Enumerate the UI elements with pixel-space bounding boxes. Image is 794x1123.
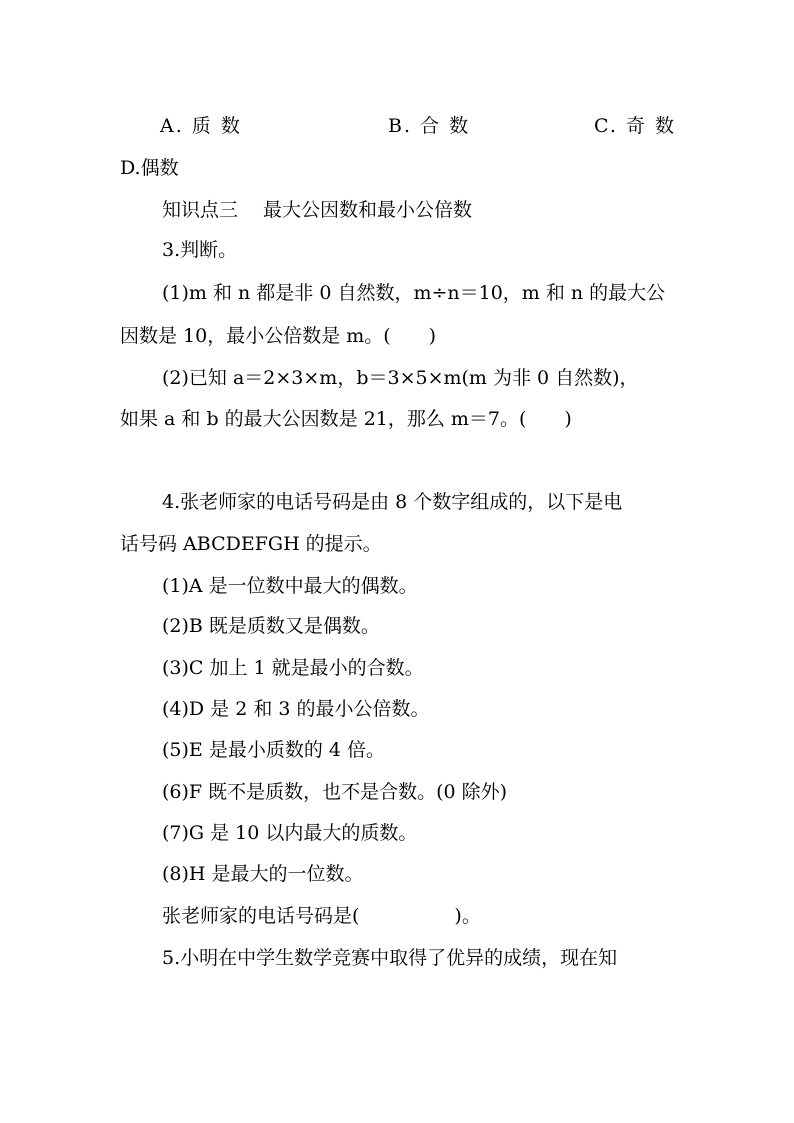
option-a: A. 质 数	[160, 115, 242, 137]
option-b: B. 合 数	[388, 115, 471, 137]
option-d: D.偶数	[120, 157, 179, 179]
q4-hint-8: (8)H 是最大的一位数。	[162, 863, 364, 885]
q4-hint-7: (7)G 是 10 以内最大的质数。	[162, 822, 418, 844]
q4-hint-5: (5)E 是最小质数的 4 倍。	[162, 739, 385, 761]
q3-item2-line1: (2)已知 a＝2×3×m，b＝3×5×m(m 为非 0 自然数)，	[162, 367, 639, 389]
q3-item2-line2: 如果 a 和 b 的最大公因数是 21，那么 m＝7。( )	[120, 408, 572, 430]
section-heading: 知识点三 最大公因数和最小公倍数	[162, 199, 473, 221]
q4-hint-1: (1)A 是一位数中最大的偶数。	[162, 575, 418, 597]
q4-line2: 话号码 ABCDEFGH 的提示。	[120, 533, 382, 555]
q4-hint-2: (2)B 既是质数又是偶数。	[162, 615, 380, 637]
q4-hint-3: (3)C 加上 1 就是最小的合数。	[162, 657, 424, 679]
q4-hint-4: (4)D 是 2 和 3 的最小公倍数。	[162, 698, 430, 720]
q4-answer: 张老师家的电话号码是( )。	[162, 905, 481, 927]
q4-hint-6: (6)F 既不是质数，也不是合数。(0 除外)	[162, 781, 508, 803]
q3-title: 3.判断。	[162, 239, 238, 261]
q4-line1: 4.张老师家的电话号码是由 8 个数字组成的，以下是电	[162, 491, 623, 513]
q3-item1-line2: 因数是 10，最小公倍数是 m。( )	[120, 325, 437, 347]
q5-line1: 5.小明在中学生数学竞赛中取得了优异的成绩，现在知	[162, 947, 618, 969]
q3-item1-line1: (1)m 和 n 都是非 0 自然数，m÷n＝10，m 和 n 的最大公	[162, 282, 666, 304]
option-c: C. 奇 数	[594, 115, 676, 137]
